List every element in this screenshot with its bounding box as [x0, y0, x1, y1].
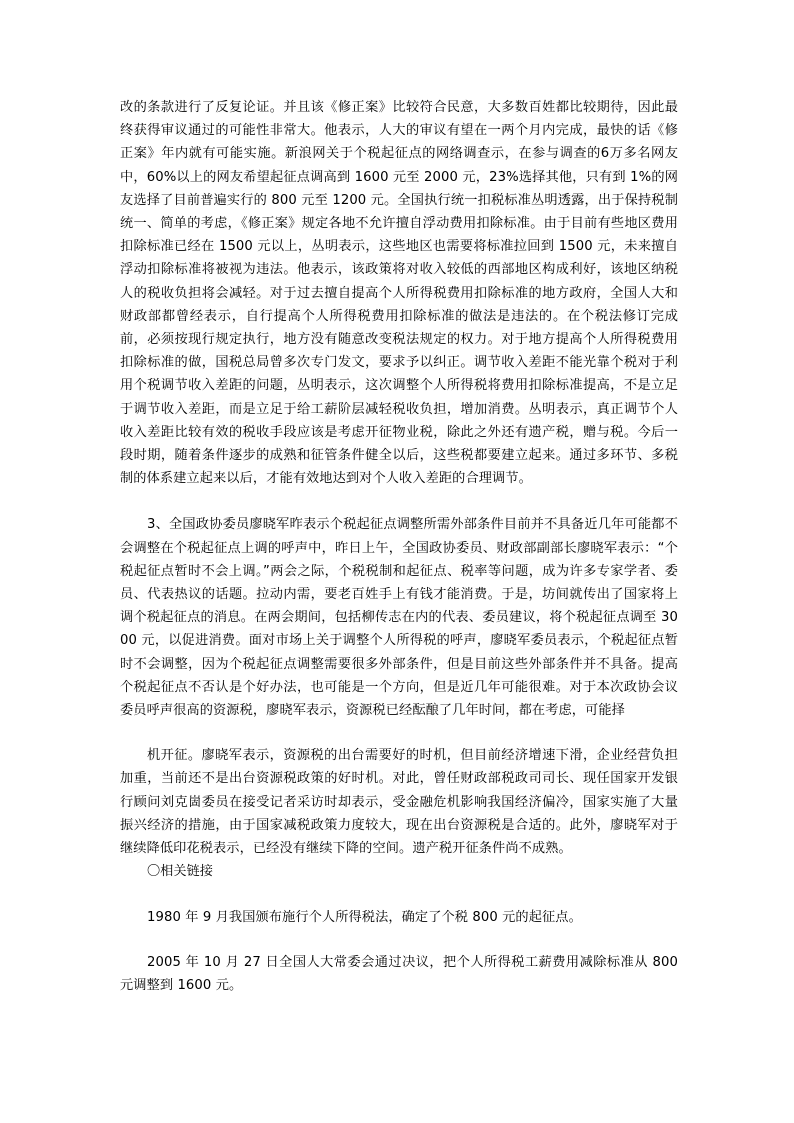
related-links-heading: 〇相关链接: [147, 864, 213, 880]
paragraph-tax-reform: 改的条款进行了反复论证。并且该《修正案》比较符合民意，大多数百姓都比较期待，因此最终获得审议通过的可能性非常大。他表示，人大的审议有望在一两个月内完成，最快的话《修正案》年内就有可能实施。新浪网关于个税起征点的网络调查示，在参与调查的6万多名网友中，60%以上的网友希望起征点调高到 1600 元至 2000 元，23%选择其他，只有到 1%的网友选择了目前普遍实行的 800 元至 1200 元。全国执行统一扣税标准丛明透露，出于保持税制统一、简单的考虑，《修正案》规定各地不允许擅自浮动费用扣除标准。由于目前有些地区费用扣除标准已经在 1500 元以上，丛明表示，这些地区也需要将标准拉回到 1500 元，未来擅自浮动扣除标准将被视为违法。他表示，该政策将对收入较低的西部地区构成利好，该地区纳税人的税收负担将会减轻。对于过去擅自提高个人所得税费用扣除标准的地方政府，全国人大和财政部都曾经表示，自行提高个人所得税费用扣除标准的做法是违法的。在个税法修订完成前，必须按现行规定执行，地方没有随意改变税法规定的权力。对于地方提高个人所得税费用扣除标准的做，国税总局曾多次专门发文，要求予以纠正。调节收入差距不能光靠个税对于利用个税调节收入差距的问题，丛明表示，这次调整个人所得税将费用扣除标准提高，不是立足于调节收入差距，而是立足于给工薪阶层减轻税收负担，增加消费。丛明表示，真正调节个人收入差距比较有效的税收手段应该是考虑开征物业税，除此之外还有遗产税，赠与税。今后一段时期，随着条件逐步的成熟和征管条件健全以后，这些税都要建立起来。通过多环节、多税制的体系建立起来以后，才能有效地达到对个人收入差距的合理调节。: [120, 100, 678, 487]
paragraph-2005-decision: 2005 年 10 月 27 日全国人大常委会通过决议，把个人所得税工薪费用减除标准从 800 元调整到 1600 元。: [120, 954, 678, 993]
paragraph-resource-tax: 机开征。廖晓军表示，资源税的出台需要好的时机，但目前经济增速下滑，企业经营负担加重，当前还不是出台资源税政策的好时机。对此，曾任财政部税政司司长、现任国家开发银行顾问刘克崮委员在接受记者采访时却表示，受金融危机影响我国经济偏冷，国家实施了大量振兴经济的措施，由于国家减税政策力度较大，现在出台资源税是合适的。此外，廖晓军对于继续降低印花税表示，已经没有继续下降的空间。遗产税开征条件尚不成熟。: [120, 748, 678, 857]
paragraph-1980-law: 1980 年 9 月我国颁布施行个人所得税法，确定了个税 800 元的起征点。: [147, 909, 582, 925]
paragraph-liao-xiaojun: 3、全国政协委员廖晓军昨表示个税起征点调整所需外部条件目前并不具备近几年可能都不会调整在个税起征点上调的呼声中，昨日上午，全国政协委员、财政部副部长廖晓军表示：“个税起征点暂时不会上调。”两会之际，个税税制和起征点、税率等问题，成为许多专家学者、委员、代表热议的话题。拉动内需，要老百姓手上有钱才能消费。于是，坊间就传出了国家将上调个税起征点的消息。在两会期间，包括柳传志在内的代表、委员建议，将个税起征点调至 3000 元，以促进消费。面对市场上关于调整个人所得税的呼声，廖晓军委员表示，个税起征点暂时不会调整，因为个税起征点调整需要很多外部条件，但是目前这些外部条件并不具备。提高个税起征点不否认是个好办法，也可能是一个方向，但是近几年可能很难。对于本次政协会议委员呼声很高的资源税，廖晓军表示，资源税已经酝酿了几年时间，都在考虑，可能择: [120, 517, 678, 719]
document-page: [120, 96, 678, 997]
